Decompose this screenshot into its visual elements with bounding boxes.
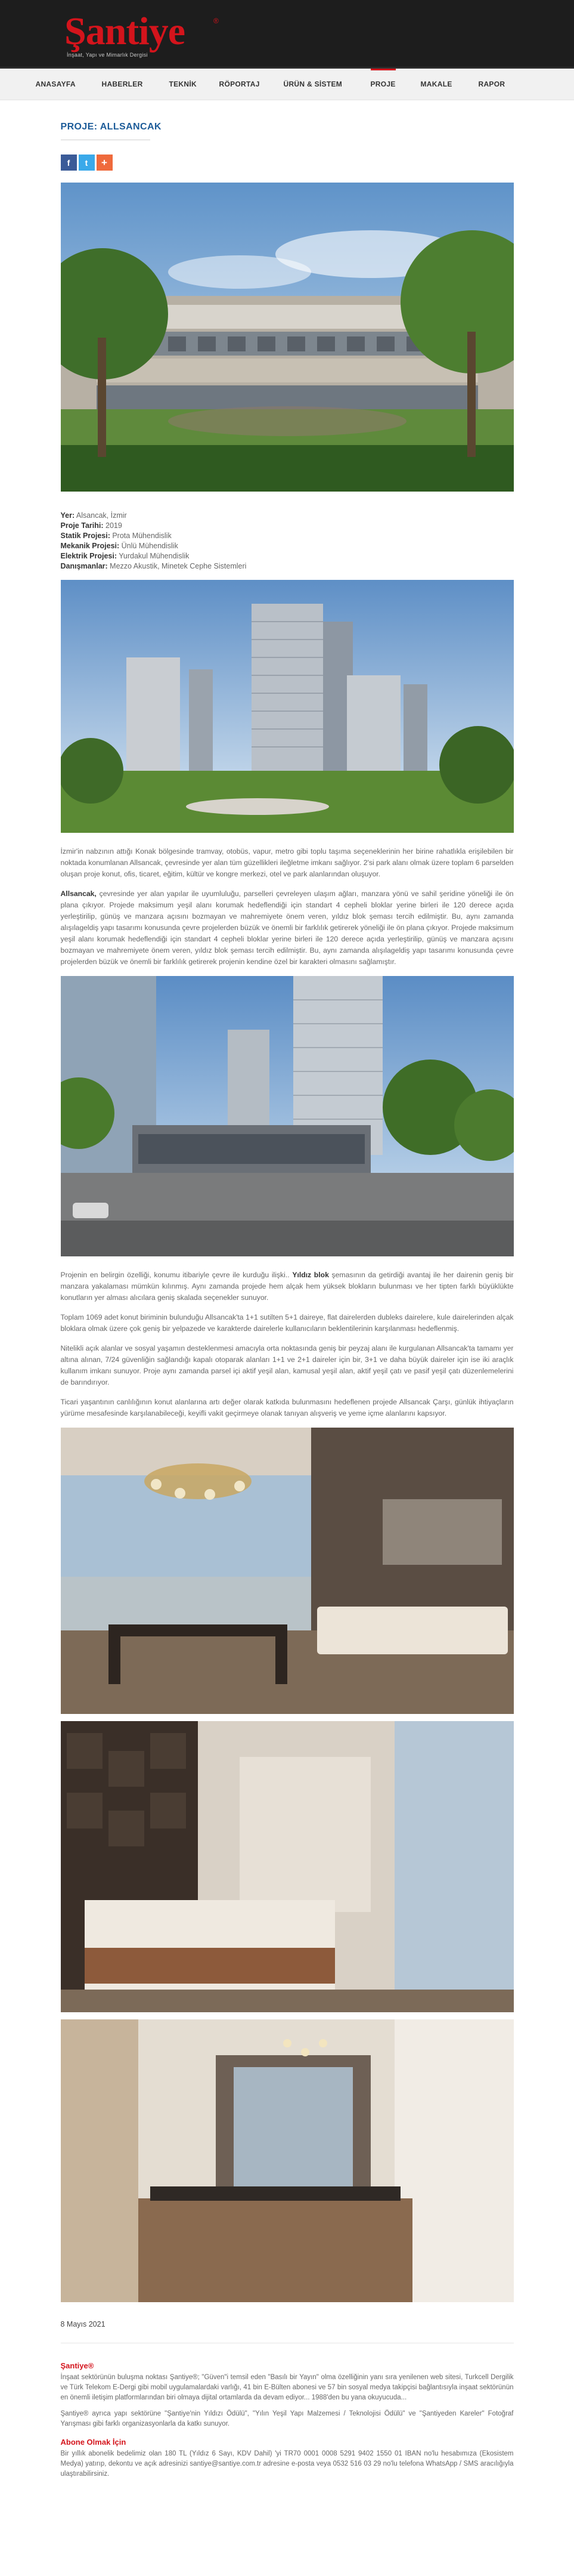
paragraph-4: Toplam 1069 adet konut biriminin bulunduğu Allsancak'ta 1+1 sutilten 5+1 daireye, flat dairelerden dubleks dairelere, kule dairelerinden alçak bloklara olmak üzere çok geniş bir yelpazede ve karakterde dairelerle kullanıcıların beklentilerinin karşılanması hedeflenmiş.: [60, 1313, 514, 1333]
article-body-1: [61, 846, 514, 968]
project-image-towers: [61, 580, 514, 833]
logo-tagline: İnşaat, Yapı ve Mimarlık Dergisi: [67, 52, 148, 58]
footer-awards: Şantiye® ayrıca yapı sektörüne "Şantiye'nin Yıldızı Ödülü", "Yılın Yeşil Yapı Malzemesi / Teknolojisi Ödülü" ve "Şantiyeden Kareler" Fotoğraf Yarışması gibi farklı organizasyonlarla da katkı sunuyor.: [60, 2410, 514, 2427]
detail-label: Elektrik Projesi:: [60, 552, 117, 560]
publish-date: 8 Mayıs 2021: [60, 2320, 106, 2328]
paragraph-5: Nitelikli açık alanlar ve sosyal yaşamın desteklenmesi amacıyla orta noktasında geniş bir peyzaj alanı ile kurgulanan Allsancak'ta tamamı yer altına alınan, 7/24 güvenliğin sağlandığı kapalı otoparak alanları 1+1 ve 2+1 daireler için bir, 3+1 ve daha büyük daireler için ise iki araçlık kullanım imkanı sunuyor. Proje aynı zamanda parsel içi aktif yeşil alan, kamusal yeşil alan, aktif yeşil çatı ve pasif yeşil çatı düzenlemelerini de barındırıyor.: [60, 1344, 514, 1386]
detail-value: 2019: [103, 521, 122, 530]
paragraph-3-text: şemasının da getirdiği avantaj ile her dairenin geniş bir manzara yakalaması mümkün kılınmış. Aynı zamanda projede hem alçak hem yüksek blokların bulunması ve her tipten farklı büyüklükte konutların yer alması alıcılara geniş skalada seçenekler sunuyor.: [60, 1271, 514, 1302]
detail-location: [61, 511, 514, 521]
article-body-2: [61, 1270, 514, 1419]
subscribe-text: Bir yıllık abonelik bedelimiz olan 180 TL (Yıldız 6 Sayı, KDV Dahil) 'yi TR70 0001 0008 5291 9402 1550 01 IBAN no'lu hesabımıza (Ekosistem Medya) yatırıp, dekontu ve açık adresinizi santiye@santiye.com.tr adresine e-posta veya 0532 516 03 29 no'lu telefona WhatsApp / SMS aracılığıyla ulaştırabilirsiniz.: [60, 2450, 514, 2478]
footer: [61, 2361, 514, 2479]
detail-value: Ünlü Mühendislik: [119, 542, 178, 550]
detail-value: Prota Mühendislik: [110, 532, 172, 540]
paragraph-3: [61, 1270, 514, 1304]
paragraph-2: [61, 888, 514, 968]
more-share-icon[interactable]: +: [97, 155, 113, 171]
article: [61, 100, 514, 2479]
nav-item-urun-sistem[interactable]: ÜRÜN & SİSTEM: [283, 80, 343, 88]
project-image-street: [61, 976, 514, 1256]
detail-mechanical: [61, 541, 514, 551]
nav-item-proje[interactable]: PROJE: [371, 69, 396, 100]
detail-label: Yer:: [60, 511, 75, 520]
detail-label: Mekanik Projesi:: [60, 542, 120, 550]
paragraph-2-text: çevresinde yer alan yapılar ile uyumluluğu, parselleri çevreleyen ulaşım ağları, manzara yönü ve sahil şeridine yöneliği ile ön plana çıkıyor. Projede maksimum yeşil alanı korumak hedeflendiği için standart 4 cepheli bloklar yerine birleri ile 120 derece açıda yerleştirilip, günüş ve manzara açısını bozmayan ve mahremiyete önem veren, yıldız blok şeması tercih edilmiştir. Bu, aynı zamanda alışılageldiş yapı tasarımı konusunda çevre projelerden büzük ve önemli bir farklılık getirerek yöneliği ile ön plana çıkıyor. Projede maksimum yeşil alanı korumak hedeflendiği için standart 4 cepheli bloklar yerine birleri ile 120 derece açıda yerleştirilip, günüş ve manzara açısını bozmayan ve mahremiyete önem veren, yıldız blok şeması tercih edilmiştir. Bu, aynı zamanda alışılageldiş yapı tasarımı konusunda çevre projelerden büzük ve önemli bir farklılık getirerek projenin kendine özel bir karakteri olmasını sağlamıştır.: [60, 889, 514, 966]
interior-image-kitchen: [61, 2019, 514, 2302]
detail-value: Mezzo Akustik, Minetek Cephe Sistemleri: [107, 562, 247, 570]
detail-label: Danışmanlar:: [60, 562, 108, 570]
paragraph-1: İzmir'in nabzının attığı Konak bölgesinde tramvay, otobüs, vapur, metro gibi toplu taşıma seçeneklerinin her birine rahatlıkla erişilebilen bir noktada konumlanan Allsancak, çevresinde yer alan tüm güzellikleri ileğletme imkanı sağlıyor. 2'si park alanı olmak üzere toplam 6 parselden oluşan proje konut, ofis, ticaret, eğitim, kültür ve kongre merkezi, otel ve park alanlarından oluşuyor.: [60, 847, 514, 878]
detail-value: Alsancak, İzmir: [75, 511, 127, 520]
paragraph-3-lead: Projenin en belirgin özelliği, konumu itibariyle çevre ile kurduğu ilişki..: [60, 1271, 293, 1279]
main-nav-bar: [0, 67, 574, 100]
project-image-lowrise: [61, 183, 514, 492]
nav-item-haberler[interactable]: HABERLER: [101, 80, 143, 88]
interior-image-bedroom: [61, 1721, 514, 2012]
logo-text: Şantiye: [64, 10, 185, 53]
detail-label: Proje Tarihi:: [60, 521, 104, 530]
footer-brand: Şantiye®: [60, 2361, 94, 2370]
detail-value: Yurdakul Mühendislik: [117, 552, 190, 560]
main-nav: [31, 69, 544, 100]
share-buttons: [61, 155, 514, 171]
detail-electrical: [61, 551, 514, 561]
nav-item-roportaj[interactable]: RÖPORTAJ: [219, 80, 260, 88]
project-details: [61, 511, 514, 572]
facebook-share-icon[interactable]: f: [61, 155, 77, 171]
site-header: [0, 0, 574, 67]
detail-consultants: [61, 561, 514, 572]
paragraph-3-highlight: Yıldız blok: [292, 1271, 329, 1279]
nav-item-makale[interactable]: MAKALE: [420, 80, 452, 88]
paragraph-6: Ticari yaşantının canlılığının konut alanlarına artı değer olarak katkıda bulunmasını hedeflenen projede Allsancak Çarşı, günlük ihtiyaçların yürüme mesafesinde karşılanabileceği, keyifli vakit geçirmeye olanak tanıyan alışveriş ve yeme içme alanlarını kapsıyor.: [60, 1398, 514, 1417]
interior-image-living-room: [61, 1428, 514, 1714]
detail-static: [61, 531, 514, 541]
site-logo[interactable]: [64, 12, 219, 57]
nav-item-anasayfa[interactable]: ANASAYFA: [35, 80, 76, 88]
subscribe-title: Abone Olmak İçin: [60, 2438, 126, 2447]
detail-date: [61, 521, 514, 531]
page-title: PROJE: ALLSANCAK: [60, 122, 162, 132]
nav-item-rapor[interactable]: RAPOR: [478, 80, 505, 88]
nav-item-teknik[interactable]: TEKNİK: [169, 80, 197, 88]
logo-registered-mark: ®: [213, 17, 219, 25]
footer-about: İnşaat sektörünün buluşma noktası Şantiye®; "Güven"i temsil eden "Basılı bir Yayın" olma özelliğinin yanı sıra yenilenen web sitesi, Turkcell Dergilik ve Türk Telekom E-Dergi gibi mobil uygulamalardaki varlığı, 41 bin E-Bülten abonesi ve 57 bin sosyal medya takipçisi bağlantısıyla inşaat sektörünün en önemli iletişim platformlarından biri olmaya dijital ortamlarda da devam ediyor... 1988'den bu yana okuyucuda...: [60, 2374, 514, 2401]
twitter-share-icon[interactable]: t: [79, 155, 95, 171]
paragraph-2-lead: Allsancak,: [60, 889, 97, 898]
detail-label: Statik Projesi:: [60, 532, 110, 540]
